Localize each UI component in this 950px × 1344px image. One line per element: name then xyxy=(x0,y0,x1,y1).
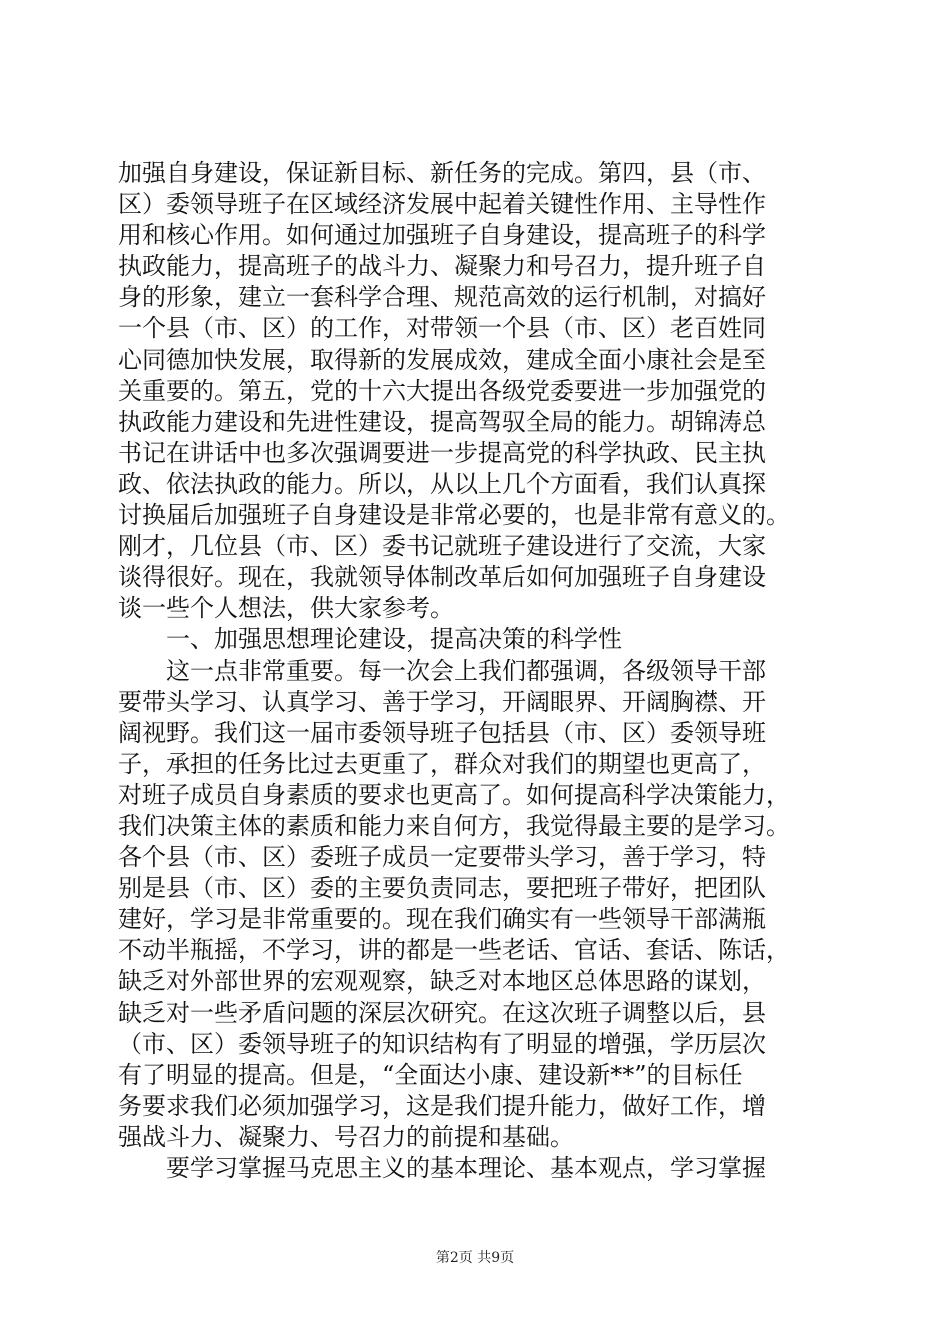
page-footer xyxy=(0,1248,950,1268)
text-line: 一个县（市、区）的工作，对带领一个县（市、区）老百姓同 xyxy=(118,314,766,343)
text-line: 书记在讲话中也多次强调要进一步提高党的科学执政、民主执 xyxy=(118,438,766,467)
text-line: 执政能力，提高班子的战斗力、凝聚力和号召力，提升班子自 xyxy=(118,252,766,281)
text-line: 刚才，几位县（市、区）委书记就班子建设进行了交流，大家 xyxy=(118,532,766,561)
text-line: 我们决策主体的素质和能力来自何方，我觉得最主要的是学习。 xyxy=(118,811,790,840)
text-line: 不动半瓶摇，不学习，讲的都是一些老话、官话、套话、陈话， xyxy=(118,936,790,965)
text-line: 强战斗力、凝聚力、号召力的前提和基础。 xyxy=(118,1122,574,1151)
text-line: 有了明显的提高。但是，“全面达小康、建设新**”的目标任 xyxy=(118,1060,743,1089)
text-line: 要学习掌握马克思主义的基本理论、基本观点，学习掌握 xyxy=(118,1154,766,1182)
text-line: 阔视野。我们这一届市委领导班子包括县（市、区）委领导班 xyxy=(118,718,766,747)
document-body xyxy=(118,158,838,1184)
text-line: 这一点非常重要。每一次会上我们都强调，各级领导干部 xyxy=(118,656,766,685)
text-line: 谈得很好。现在，我就领导体制改革后如何加强班子自身建设 xyxy=(118,563,766,592)
text-line: 缺乏对外部世界的宏观观察，缺乏对本地区总体思路的谋划， xyxy=(118,967,766,996)
text-line: 谈一些个人想法，供大家参考。 xyxy=(118,594,454,623)
text-line: 心同德加快发展，取得新的发展成效，建成全面小康社会是至 xyxy=(118,345,766,374)
text-line: 执政能力建设和先进性建设，提高驾驭全局的能力。胡锦涛总 xyxy=(118,407,766,436)
text-line: 身的形象，建立一套科学合理、规范高效的运行机制，对搞好 xyxy=(118,283,766,312)
text-line: 务要求我们必须加强学习，这是我们提升能力，做好工作，增 xyxy=(118,1091,766,1120)
text-line: 建好，学习是非常重要的。现在我们确实有一些领导干部满瓶 xyxy=(118,905,766,934)
page-number: 第2页 共9页 xyxy=(435,1250,515,1266)
text-line: 缺乏对一些矛盾问题的深层次研究。在这次班子调整以后，县 xyxy=(118,998,766,1027)
text-line: （市、区）委领导班子的知识结构有了明显的增强，学历层次 xyxy=(118,1029,766,1058)
text-line: 子，承担的任务比过去更重了，群众对我们的期望也更高了， xyxy=(118,749,766,778)
text-line: 对班子成员自身素质的要求也更高了。如何提高科学决策能力， xyxy=(118,780,790,809)
text-line: 政、依法执政的能力。所以，从以上几个方面看，我们认真探 xyxy=(118,469,766,498)
section-heading: 一、加强思想理论建设，提高决策的科学性 xyxy=(118,625,622,654)
text-line: 讨换届后加强班子自身建设是非常必要的，也是非常有意义的。 xyxy=(118,501,790,530)
text-line: 各个县（市、区）委班子成员一定要带头学习，善于学习，特 xyxy=(118,843,766,872)
text-line: 要带头学习、认真学习、善于学习，开阔眼界、开阔胸襟、开 xyxy=(118,687,766,716)
text-line: 关重要的。第五，党的十六大提出各级党委要进一步加强党的 xyxy=(118,376,766,405)
text-line: 加强自身建设，保证新目标、新任务的完成。第四，县（市、 xyxy=(118,159,766,187)
text-line: 用和核心作用。如何通过加强班子自身建设，提高班子的科学 xyxy=(118,221,766,250)
text-line: 别是县（市、区）委的主要负责同志，要把班子带好，把团队 xyxy=(118,874,766,903)
text-line: 区）委领导班子在区域经济发展中起着关键性作用、主导性作 xyxy=(118,190,766,219)
